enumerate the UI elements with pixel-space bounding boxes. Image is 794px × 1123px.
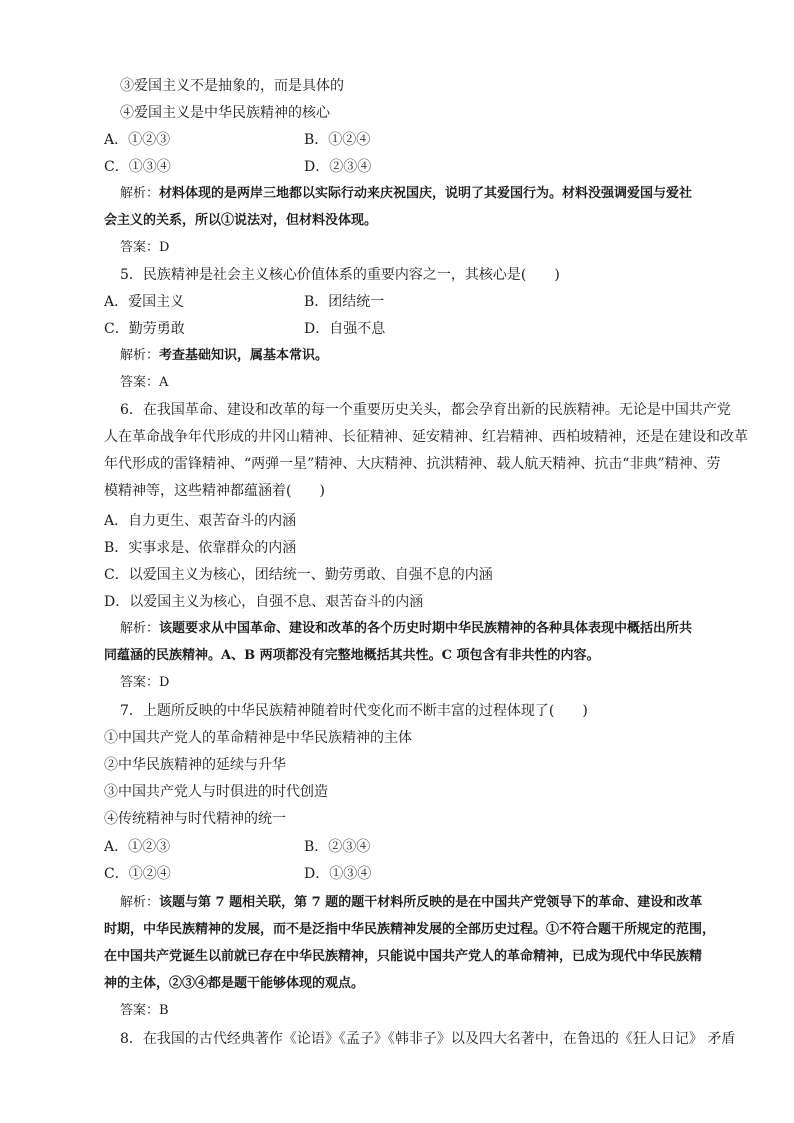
answer-value: B — [159, 1003, 169, 1018]
option-a: A．自力更生、艰苦奋斗的内涵 — [104, 513, 297, 529]
option-b: B．实事求是、依靠群众的内涵 — [104, 540, 297, 556]
explanation-text: 该题要求从中国革命、建设和改革的各个历史时期中华民族精神的各种具体表现中概括出所共 — [159, 621, 693, 636]
answer-value: A — [159, 375, 169, 390]
question-8-stem: 8．在我国的古代经典著作《论语》《孟子》《韩非子》以及四大名著中，在鲁迅的《狂人日记》 矛盾 — [120, 1031, 736, 1047]
question-6-stem: 6．在我国革命、建设和改革的每一个重要历史关头，都会孕育出新的民族精神。无论是中国共产党 — [120, 402, 731, 418]
explanation-text: 考查基础知识，属基本常识。 — [159, 348, 329, 363]
option-row — [104, 320, 724, 338]
option-b: B．②③④ — [304, 839, 371, 855]
option-d: D．自强不息 — [304, 321, 386, 337]
option-row — [104, 131, 724, 149]
answer — [120, 674, 740, 692]
explanation-label: 解析： — [120, 621, 160, 636]
option-row — [104, 865, 724, 883]
question-5-stem: 5．民族精神是社会主义核心价值体系的重要内容之一，其核心是( ) — [120, 267, 560, 283]
statement-2: ②中华民族精神的延续与升华 — [104, 757, 286, 773]
explanation-label: 解析： — [120, 186, 160, 201]
answer-value: D — [159, 240, 170, 255]
option-c: C．勤劳勇敢 — [104, 321, 185, 337]
explanation-text: 材料体现的是两岸三地都以实际行动来庆祝国庆，说明了其爱国行为。材料没强调爱国与爱社 — [159, 186, 693, 201]
question-6-stem-line: 年代形成的雷锋精神、“两弹一星”精神、大庆精神、抗洪精神、载人航天精神、抗击“非典”精神、劳 — [104, 456, 721, 472]
option-row — [104, 838, 724, 856]
explanation-text: 在中国共产党诞生以前就已存在中华民族精神，只能说中国共产党人的革命精神，已成为现代中华民族精 — [104, 949, 703, 964]
statement-4: ④爱国主义是中华民族精神的核心 — [120, 105, 330, 121]
explanation — [120, 894, 740, 912]
statement-4: ④传统精神与时代精神的统一 — [104, 811, 286, 827]
explanation-text: 会主义的关系，所以①说法对，但材料没体现。 — [104, 213, 378, 228]
explanation-label: 解析： — [120, 895, 160, 910]
option-a: A．爱国主义 — [104, 294, 185, 310]
option-a: A．①②③ — [104, 839, 171, 855]
answer — [120, 374, 740, 392]
option-b: B．①②④ — [304, 132, 371, 148]
option-row — [104, 158, 724, 176]
explanation — [120, 347, 740, 365]
answer-value: D — [159, 675, 170, 690]
option-row — [104, 293, 724, 311]
option-b: B．团结统一 — [304, 294, 385, 310]
question-6-stem-line: 人在革命战争年代形成的井冈山精神、长征精神、延安精神、红岩精神、西柏坡精神，还是在建设和改革 — [104, 429, 748, 445]
option-d: D．①③④ — [304, 866, 372, 882]
explanation-text: 时期，中华民族精神的发展，而不是泛指中华民族精神发展的全部历史过程。①不符合题干所规定的范围， — [104, 922, 716, 937]
option-a: A．①②③ — [104, 132, 171, 148]
explanation — [120, 185, 740, 203]
option-c: C．①②④ — [104, 866, 171, 882]
answer — [120, 1002, 740, 1020]
answer-label: 答案： — [120, 375, 160, 390]
explanation-text: 神的主体，②③④都是题干能够体现的观点。 — [104, 976, 365, 991]
answer-label: 答案： — [120, 1003, 160, 1018]
statement-3: ③爱国主义不是抽象的，而是具体的 — [120, 78, 344, 94]
option-c: C．以爱国主义为核心，团结统一、勤劳勇敢、自强不息的内涵 — [104, 567, 493, 583]
statement-1: ①中国共产党人的革命精神是中华民族精神的主体 — [104, 730, 412, 746]
question-7-stem: 7．上题所反映的中华民族精神随着时代变化而不断丰富的过程体现了( ) — [120, 703, 588, 719]
answer — [120, 239, 740, 257]
option-d: D．②③④ — [304, 159, 372, 175]
question-6-stem-line: 模精神等，这些精神都蕴涵着( ) — [104, 483, 325, 499]
option-d: D．以爱国主义为核心，自强不息、艰苦奋斗的内涵 — [104, 594, 424, 610]
explanation-text: 该题与第 7 题相关联，第 7 题的题干材料所反映的是在中国共产党领导下的革命、建设和改革 — [159, 895, 703, 910]
explanation — [120, 620, 740, 638]
answer-label: 答案： — [120, 675, 160, 690]
explanation-label: 解析： — [120, 348, 160, 363]
explanation-text: 同蕴涵的民族精神。A、B 两项都没有完整地概括其共性。C 项包含有非共性的内容。 — [104, 648, 600, 663]
answer-label: 答案： — [120, 240, 160, 255]
option-c: C．①③④ — [104, 159, 171, 175]
statement-3: ③中国共产党人与时俱进的时代创造 — [104, 784, 328, 800]
